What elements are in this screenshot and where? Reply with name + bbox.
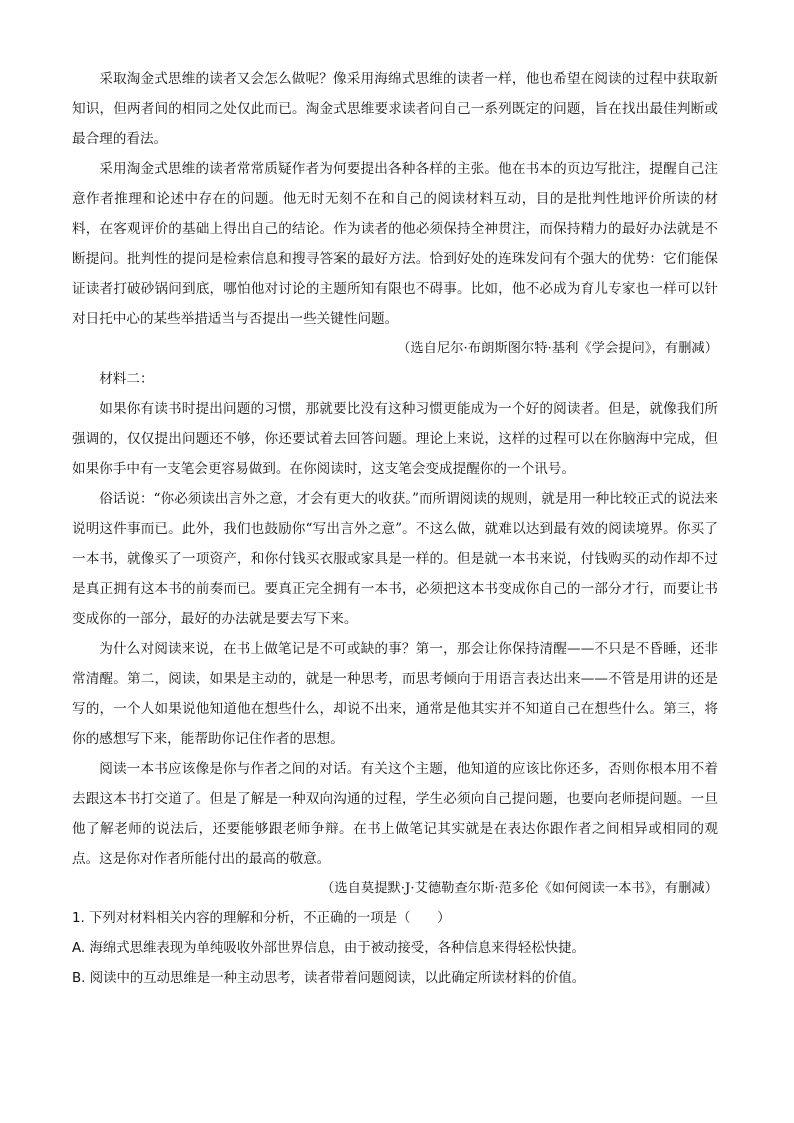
material1-paragraph-2: 采用淘金式思维的读者常常质疑作者为何要提出各种各样的主张。他在书本的页边写批注，提醒自己注意作者推理和论述中存在的问题。他无时无刻不在和自己的阅读材料互动，目的是批判性地评价所读的材料，在客观评价的基础上得出自己的结论。作为读者的他必须保持全神贯注，而保持精力的最好办法就是不断提问。批判性的提问是检索信息和搜寻答案的最好方法。恰到好处的连珠发问有个强大的优势：它们能保证读者打破砂锅问到底，哪怕他对讨论的主题所知有限也不碍事。比如，他不必成为育儿专家也一样可以针对日托中心的某些举措适当与否提出一些关键性问题。	[72, 161, 718, 327]
material2-label: 材料二：	[99, 371, 154, 387]
material2-paragraph-4: 阅读一本书应该像是你与作者之间的对话。有关这个主题，他知道的应该比你还多，否则你根本用不着去跟这本书打交道了。但是了解是一种双向沟通的过程，学生必须向自己提问题，也要向老师提问题。一旦他了解老师的说法后，还要能够跟老师争辩。在书上做笔记其实就是在表达你跟作者之间相异或相同的观点。这是你对作者所能付出的最高的敬意。	[72, 761, 718, 867]
material2-paragraph-2: 俗话说：“你必须读出言外之意，才会有更大的收获。”而所谓阅读的规则，就是用一种比较正式的说法来说明这件事而已。此外，我们也鼓励你“写出言外之意”。不这么做，就难以达到最有效的阅读境界。你买了一本书，就像买了一项资产，和你付钱买衣服或家具是一样的。但是就一本书来说，付钱购买的动作却不过是真正拥有这本书的前奏而已。要真正完全拥有一本书，必须把这本书变成你自己的一部分才行，而要让书变成你的一部分，最好的办法就是要去写下来。	[72, 491, 719, 627]
material2-paragraph-1: 如果你有读书时提出问题的习惯，那就要比没有这种习惯更能成为一个好的阅读者。但是，就像我们所强调的，仅仅提出问题还不够，你还要试着去回答问题。理论上来说，这样的过程可以在你脑海中完成，但如果你手中有一支笔会更容易做到。在你阅读时，这支笔会变成提醒你的一个讯号。	[72, 401, 718, 477]
material2-paragraph-3: 为什么对阅读来说，在书上做笔记是不可或缺的事？第一，那会让你保持清醒——不只是不昏睡，还非常清醒。第二，阅读，如果是主动的，就是一种思考，而思考倾向于用语言表达出来——不管是用讲的还是写的，一个人如果说他知道他在想些什么，却说不出来，通常是他其实并不知道自己在想些什么。第三，将你的感想写下来，能帮助你记住作者的思想。	[72, 641, 718, 747]
material1-source: （选自尼尔·布朗斯图尔特·基利《学会提问》，有删减）	[397, 341, 718, 356]
question-stem: 1. 下列对材料相关内容的理解和分析，不正确的一项是（ ）	[72, 911, 451, 926]
material1-paragraph-1: 采取淘金式思维的读者又会怎么做呢？像采用海绵式思维的读者一样，他也希望在阅读的过程中获取新知识，但两者间的相同之处仅此而已。淘金式思维要求读者问自己一系列既定的问题，旨在找出最佳判断或最合理的看法。	[72, 71, 718, 147]
question-option-b: B. 阅读中的互动思维是一种主动思考，读者带着问题阅读，以此确定所读材料的价值。	[72, 971, 586, 986]
material2-source: （选自莫提默·J·艾德勒查尔斯·范多伦《如何阅读一本书》，有删减）	[321, 881, 718, 896]
document-page	[72, 64, 718, 994]
question-option-a: A. 海绵式思维表现为单纯吸收外部世界信息，由于被动接受，各种信息来得轻松快捷。	[72, 941, 585, 956]
